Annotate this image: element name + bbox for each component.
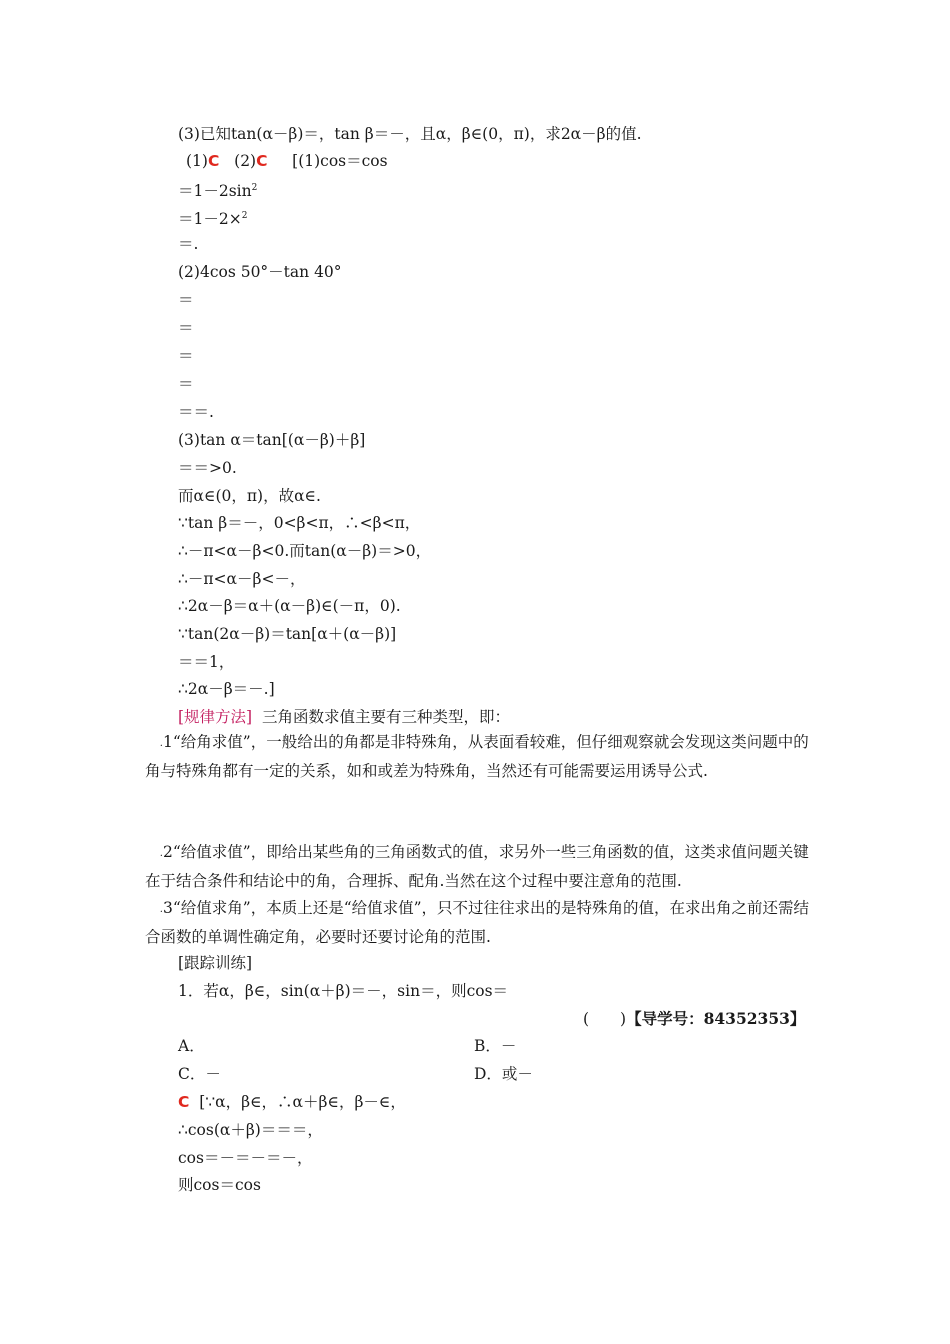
- step-3-7: ∴2α－β＝α＋(α－β)∈(－π，0).: [178, 597, 401, 615]
- training-answer-line: [178, 1091, 406, 1113]
- method-intro: 三角函数求值主要有三种类型，即：: [261, 708, 510, 726]
- step-1-1: $=1-2\sin^2$: [178, 182, 258, 201]
- problem-3-text: (3)已知tan(α－β)＝，tan β＝－，且α，β∈(0，π)，求2α－β的值.: [178, 125, 642, 143]
- step-2-1: ＝: [178, 291, 194, 309]
- step-3-2: ＝＝>0.: [178, 459, 237, 477]
- option-d: D．或－: [474, 1065, 533, 1083]
- method-item-3: .3“给值求角”，本质上还是“给值求值”，只不过往往求出的是特殊角的值，在求出角之前还需结合函数的单调性确定角，必要时还要讨论角的范围.: [145, 899, 810, 946]
- step-2-4: ＝: [178, 375, 194, 393]
- answer-2-label: (2): [234, 152, 257, 170]
- method-item-2: .2“给值求值”，即给出某些角的三角函数式的值，求另外一些三角函数的值，这类求值问题关键在于结合条件和结论中的角，合理拆、配角.当然在这个过程中要注意角的范围.: [145, 843, 809, 890]
- training-answer: C: [178, 1093, 190, 1111]
- guide-number: 【导学号：84352353】: [626, 1009, 806, 1028]
- step-3-4: ∵tan β＝－，0<β<π，∴<β<π，: [178, 514, 421, 532]
- method-item-1: .1“给角求值”，一般给出的角都是非特殊角，从表面看较难，但仔细观察就会发现这类问题中的角与特殊角都有一定的关系，如和或差为特殊角，当然还有可能需要运用诱导公式.: [145, 733, 809, 780]
- training-header: [跟踪训练]: [178, 954, 253, 972]
- answer-1: C: [207, 152, 220, 170]
- part-2-head: (2)4cos 50°－tan 40°: [178, 263, 342, 281]
- step-1-2: ＝1－2×$^2$: [178, 210, 248, 229]
- answer-2: C: [256, 152, 268, 170]
- step-3-10: ∴2α－β＝－.]: [178, 680, 275, 698]
- step-2-3: ＝: [178, 347, 194, 365]
- answer-line: [186, 150, 388, 172]
- step-1-3: ＝.: [178, 235, 199, 253]
- training-sol-3: cos＝－＝－＝－，: [178, 1149, 313, 1167]
- option-b: B．－: [474, 1037, 517, 1055]
- step-3-1: (3)tan α＝tan[(α－β)＋β]: [178, 431, 366, 449]
- question-1-ref: [583, 1008, 805, 1030]
- solution-1-start: [(1)cos＝cos: [292, 152, 388, 170]
- step-3-9: ＝＝1，: [178, 653, 235, 671]
- answer-1-label: (1): [186, 152, 208, 170]
- step-3-5: ∴－π<α－β<0.而tan(α－β)＝>0，: [178, 542, 432, 560]
- question-1: 1．若α，β∈，sin(α＋β)＝－，sin＝，则cos＝: [178, 982, 509, 1000]
- training-sol-2: ∴cos(α＋β)＝＝＝，: [178, 1121, 323, 1139]
- step-2-2: ＝: [178, 319, 194, 337]
- answer-paren: ( ): [583, 1010, 627, 1028]
- training-sol-4: 则cos＝cos: [178, 1176, 261, 1194]
- training-sol-1: [∵α，β∈，∴α＋β∈，β－∈，: [199, 1093, 406, 1111]
- option-a: A．: [178, 1037, 205, 1055]
- step-3-3: 而α∈(0，π)，故α∈.: [178, 487, 321, 505]
- step-2-5: ＝＝.: [178, 403, 214, 421]
- step-3-6: ∴－π<α－β<－，: [178, 570, 306, 588]
- method-label: [规律方法]: [178, 708, 253, 726]
- step-3-8: ∵tan(2α－β)＝tan[α＋(α－β)]: [178, 625, 397, 643]
- option-c: C．－: [178, 1065, 221, 1083]
- method-heading: [178, 706, 510, 728]
